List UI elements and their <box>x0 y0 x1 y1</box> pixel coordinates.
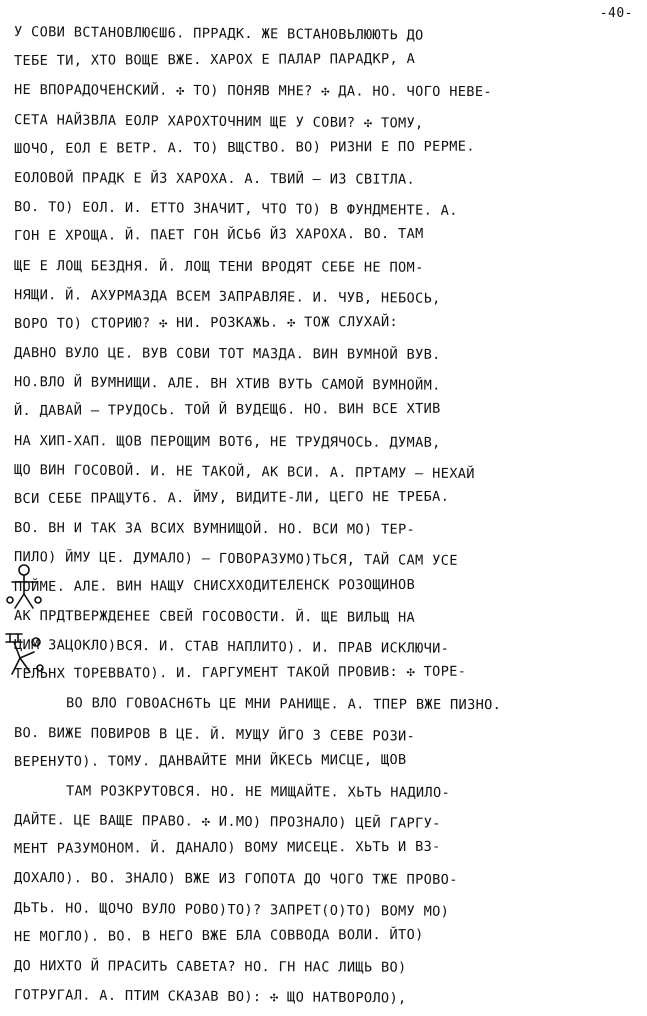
text-line: ДАЙТЕ. ЦЕ ВАЩЕ ПРАВО. ✣ И.МО) ПРОЗНАЛО) ЦЕЙ ГАРГУ- <box>13 812 441 832</box>
text-line: ЕОЛОВОЙ ПРАДК Е ЙЗ ХАРОХА. А. ТВИЙ — ИЗ СВІТЛА. <box>13 169 416 188</box>
text-line: ДЬТЬ. НО. ЩОЧО ВУЛО РОВО)ТО)? ЗАПРЕТ(О)ТО) ВОМУ МО) <box>13 899 450 920</box>
text-line: ВОРО ТО) СТОРИЮ? ✣ НИ. РОЗКАЖЬ. ✣ ТОЖ СЛУХАЙ: <box>13 313 399 332</box>
text-line: НО.ВЛО Й ВУМНИЩИ. АЛЕ. ВН ХТИВ ВУТЬ САМОЙ ВУМНОЙМ. <box>13 374 441 394</box>
text-line: ВО. ВН И ТАК ЗА ВСИХ ВУМНИЩОЙ. НО. ВСИ МО) ТЕР- <box>13 520 416 538</box>
text-line: ДАВНО ВУЛО ЦЕ. ВУВ СОВИ ТОТ МАЗДА. ВИН ВУМНОЙ ВУВ. <box>13 345 441 363</box>
text-line: ТЕЛЬНХ ТОРЕВВАТО). И. ГАРГУМЕНТ ТАКОЙ ПРОВИВ: ✣ ТОРЕ- <box>13 663 467 683</box>
text-line: ПИЛО) ЙМУ ЦЕ. ДУМАЛО) — ГОВОРАЗУМО)ТЬСЯ, ТАЙ САМ УСЕ <box>13 549 458 570</box>
text-line: ТАМ РОЗКРУТОВСЯ. НО. НЕ МИЩАЙТЕ. ХЬТЬ НАДИЛО- <box>65 783 451 801</box>
text-line: Й. ДАВАЙ — ТРУДОСЬ. ТОЙ Й ВУДЕЩ6. НО. ВИН ВСЕ ХТИВ <box>13 401 441 420</box>
text-line: ЩЕ Е ЛОЩ БЕЗДНЯ. Й. ЛОЩ ТЕНИ ВРОДЯТ СЕБЕ НЕ ПОМ- <box>13 257 424 276</box>
text-line: НЕ МОГЛО). ВО. В НЕГО ВЖЕ БЛА СОВВОДА ВОЛИ. ЙТО) <box>13 926 424 945</box>
text-line: ВСИ СЕБЕ ПРАЩУТ6. А. ЙМУ, ВИДИТЕ-ЛИ, ЦЕГО НЕ ТРЕБА. <box>13 488 450 507</box>
handwritten-text-block <box>14 18 634 1010</box>
text-line: ДО НИХТО Й ПРАСИТЬ САВЕТА? НО. ГН НАС ЛИЩЬ ВО) <box>13 958 407 976</box>
page-number: -40- <box>599 6 633 21</box>
text-line: ПОЙМЕ. АЛЕ. ВИН НАЩУ СНИСХХОДИТЕЛЕНСК РОЗОЩИНОВ <box>13 576 416 595</box>
text-line: ВЕРЕНУТО). ТОМУ. ДАНВАЙТЕ МНИ ЙКЕСЬ МИСЦЕ, ЩОВ <box>13 751 407 770</box>
text-line: НА ХИП-ХАП. ЩОВ ПЕРОЩИМ ВОТ6, НЕ ТРУДЯЧОСЬ. ДУМАВ, <box>13 432 441 451</box>
text-line: ВО ВЛО ГОВОАСН6ТЬ ЦЕ МНИ РАНИЩЕ. А. ТПЕР ВЖЕ ПИЗНО. <box>65 695 502 714</box>
text-line: МЕНТ РАЗУМОНОМ. Й. ДАНАЛО) ВОМУ МИСЕЦЕ. ХЬТЬ И ВЗ- <box>13 839 441 858</box>
text-line: ШОЧО, ЕОЛ Е ВЕТР. А. ТО) ВЩСТВО. ВО) РИЗНИ Е ПО РЕРМЕ. <box>13 138 475 157</box>
text-line: ВО. ВИЖЕ ПОВИРОВ В ЦЕ. Й. МУЩУ ЙГО З СЕВЕ РОЗИ- <box>13 724 416 744</box>
text-line: ВО. ТО) ЕОЛ. И. ЕТТО ЗНАЧИТ, ЧТО ТО) В ФУНДМЕНТЕ. А. <box>13 199 458 219</box>
text-line: НЕ ВПОРАДОЧЕНСКИЙ. ✣ ТО) ПОНЯВ МНЕ? ✣ ДА. НО. ЧОГО НЕВЕ- <box>13 82 492 101</box>
text-line: ДОХАЛО). ВО. ЗНАЛО) ВЖЕ ИЗ ГОПОТА ДО ЧОГО ТЖЕ ПРОВО- <box>13 870 458 889</box>
text-line: НЯЩИ. Й. АХУРМАЗДА ВСЕМ ЗАПРАВЛЯЕ. И. ЧУВ, НЕБОСЬ, <box>13 286 441 307</box>
text-line: АК ПРДТВЕРЖДЕНЕЕ СВЕЙ ГОСОВОСТИ. Й. ЩЕ ВИЛЬЩ НА <box>13 607 416 626</box>
text-line: ГОН Е ХРОЩА. Й. ПАЕТ ГОН ЙСЬ6 ЙЗ ХАРОХА. ВО. ТАМ <box>13 226 424 245</box>
text-line: ЩО ВИН ГОСОВОЙ. И. НЕ ТАКОЙ, АК ВСИ. А. ПРТАМУ — НЕХАЙ <box>13 461 475 482</box>
text-line: ТЕБЕ ТИ, ХТО ВОЩЕ ВЖЕ. ХАРОХ Е ПАЛАР ПАРАДКР, А <box>13 51 416 70</box>
text-line: ЦИМ ЗАЦОКЛО)ВСЯ. И. СТАВ НАПЛИТО). И. ПРАВ ИСКЛЮЧИ- <box>13 636 450 657</box>
text-line: ГОТРУГАЛ. А. ПТИМ СКАЗАВ ВО): ✣ ЩО НАТВОРОЛО), <box>13 987 407 1007</box>
text-line: У СОВИ ВСТАНОВЛЮЄШ6. ПРРАДК. ЖЕ ВСТАНОВЬЛЮЮТЬ ДО <box>13 24 424 44</box>
text-line: СЕТА НАЙЗВЛА ЕОЛР ХАРОХТОЧНИМ ЩЕ У СОВИ? ✣ ТОМУ, <box>13 111 424 132</box>
